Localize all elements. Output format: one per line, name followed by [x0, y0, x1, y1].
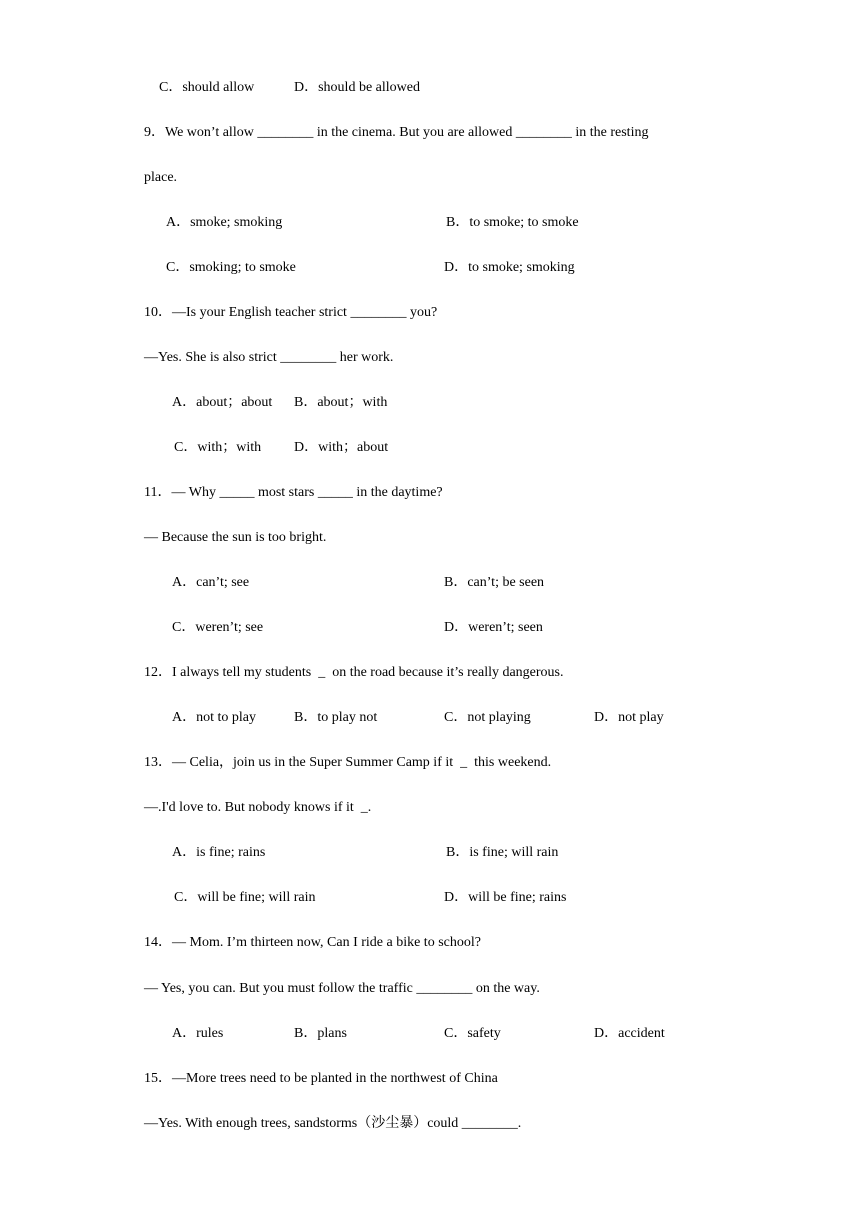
- q13-option-d: D．will be fine; rains: [444, 890, 567, 905]
- q12-option-a: A．not to play: [172, 710, 256, 725]
- q10-option-a: A．about；about: [172, 395, 273, 410]
- q12-option-d: D．not play: [594, 710, 664, 725]
- q9-stem-cont: place.: [144, 170, 178, 185]
- q13-option-c: C．will be fine; will rain: [174, 890, 316, 905]
- q14-option-a: A．rules: [172, 1026, 224, 1041]
- q9-option-a: A．smoke; smoking: [166, 215, 283, 230]
- q8-option-d: D．should be allowed: [294, 80, 420, 95]
- q11-option-d: D．weren’t; seen: [444, 620, 543, 635]
- q10-option-d: D．with；about: [294, 440, 389, 455]
- q9-option-b: B．to smoke; to smoke: [446, 215, 579, 230]
- q10-stem: 10．—Is your English teacher strict ________ you?: [144, 305, 438, 320]
- q12-stem: 12．I always tell my students _ on the road because it’s really dangerous.: [144, 665, 564, 680]
- q12-option-b: B．to play not: [294, 710, 378, 725]
- q11-stem: 11．— Why _____ most stars _____ in the daytime?: [144, 485, 443, 500]
- q14-option-d: D．accident: [594, 1026, 665, 1041]
- q8-option-c: C．should allow: [159, 80, 255, 95]
- q13-option-b: B．is fine; will rain: [446, 845, 559, 860]
- q9-stem: 9．We won’t allow ________ in the cinema. But you are allowed ________ in the resting: [144, 125, 649, 140]
- q13-stem: 13．— Celia，join us in the Super Summer Camp if it _ this weekend.: [144, 755, 552, 770]
- q13-reply: —.I'd love to. But nobody knows if it _.: [144, 800, 372, 815]
- q11-option-a: A．can’t; see: [172, 575, 250, 590]
- q14-option-b: B．plans: [294, 1026, 347, 1041]
- q14-reply: — Yes, you can. But you must follow the traffic ________ on the way.: [144, 981, 540, 996]
- q15-reply: —Yes. With enough trees, sandstorms（沙尘暴）could ________.: [144, 1116, 522, 1131]
- q13-option-a: A．is fine; rains: [172, 845, 266, 860]
- q11-option-c: C．weren’t; see: [172, 620, 264, 635]
- q15-stem: 15．—More trees need to be planted in the northwest of China: [144, 1071, 498, 1086]
- q10-option-b: B．about；with: [294, 395, 388, 410]
- q11-reply: — Because the sun is too bright.: [144, 530, 327, 545]
- q14-stem: 14．— Mom. I’m thirteen now, Can I ride a bike to school?: [144, 935, 481, 950]
- q11-option-b: B．can’t; be seen: [444, 575, 545, 590]
- q9-option-c: C．smoking; to smoke: [166, 260, 296, 275]
- q12-option-c: C．not playing: [444, 710, 531, 725]
- q14-option-c: C．safety: [444, 1026, 501, 1041]
- q9-option-d: D．to smoke; smoking: [444, 260, 575, 275]
- q10-option-c: C．with；with: [174, 440, 262, 455]
- q10-reply: —Yes. She is also strict ________ her work.: [144, 350, 394, 365]
